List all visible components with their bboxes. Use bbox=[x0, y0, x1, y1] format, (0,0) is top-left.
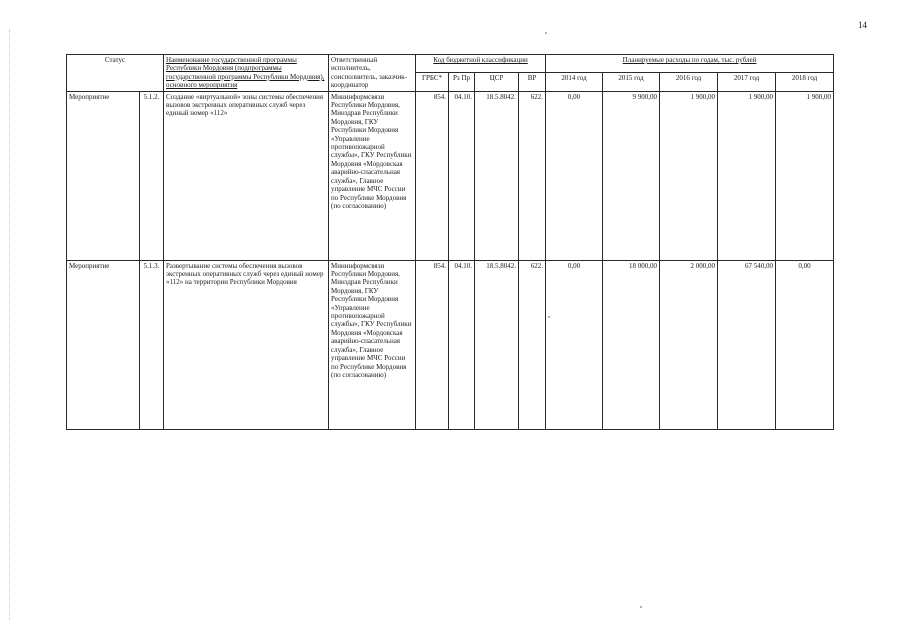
row-2014: 0,00 bbox=[546, 260, 603, 429]
header-2015: 2015 год bbox=[603, 73, 660, 91]
row-csr: 18.5.8042. bbox=[475, 91, 519, 260]
row-2015: 9 900,00 bbox=[603, 91, 660, 260]
row-vr: 622. bbox=[519, 260, 546, 429]
header-program-name bbox=[164, 55, 329, 92]
header-grbs: ГРБС* bbox=[416, 73, 449, 91]
table-row bbox=[67, 260, 834, 429]
row-csr: 18.5.8042. bbox=[475, 260, 519, 429]
header-responsible: Ответственный исполнитель, соисполнитель, заказчик-координатор bbox=[329, 55, 416, 92]
header-planned-text: Планируемые расходы по годам, тыс. рублей bbox=[622, 56, 757, 64]
header-budget-code-text: Код бюджетной классификации bbox=[433, 56, 528, 64]
header-2014: 2014 год bbox=[546, 73, 603, 91]
table-row bbox=[67, 91, 834, 260]
header-csr: ЦСР bbox=[475, 73, 519, 91]
row-number: 5.1.2. bbox=[140, 91, 164, 260]
page-number: 14 bbox=[858, 20, 867, 30]
row-status: Мероприятие bbox=[67, 260, 140, 429]
row-responsible: Мининформсвязи Республики Мордовия, Минздрав Республики Мордовия, ГКУ Республики Мордовия «Управление противопожарной службы», ГКУ Республики Мордовия «Мордовская аварийно-спасательная служба», Главное управление МЧС России по Республике Мордовия (по согласованию) bbox=[329, 260, 416, 429]
scan-speck bbox=[545, 32, 547, 34]
row-2018: 1 900,00 bbox=[776, 91, 834, 260]
scan-edge-line bbox=[9, 30, 11, 620]
row-2015: 18 000,00 bbox=[603, 260, 660, 429]
header-status: Статус bbox=[67, 55, 164, 92]
row-name: Развертывание системы обеспечения вызовов экстренных оперативных служб через единый номер «112» на территории Республики Мордовия bbox=[164, 260, 329, 429]
row-2016: 1 900,00 bbox=[660, 91, 718, 260]
row-rz-pr: 04.10. bbox=[449, 260, 475, 429]
row-2018: 0,00 bbox=[776, 260, 834, 429]
row-vr: 622. bbox=[519, 91, 546, 260]
header-2016: 2016 год bbox=[660, 73, 718, 91]
row-grbs: 854. bbox=[416, 91, 449, 260]
row-2016: 2 000,00 bbox=[660, 260, 718, 429]
header-planned bbox=[546, 55, 834, 73]
header-row-1 bbox=[67, 55, 834, 73]
row-status: Мероприятие bbox=[67, 91, 140, 260]
header-2017: 2017 год bbox=[718, 73, 776, 91]
row-grbs: 854. bbox=[416, 260, 449, 429]
header-vr: ВР bbox=[519, 73, 546, 91]
header-2018: 2018 год bbox=[776, 73, 834, 91]
row-2014: 0,00 bbox=[546, 91, 603, 260]
row-responsible: Мининформсвязи Республики Мордовия, Минздрав Республики Мордовия, ГКУ Республики Мордовия «Управление противопожарной службы», ГКУ Республики Мордовия «Мордовская аварийно-спасательная служба», Главное управление МЧС России по Республике Мордовия (по согласованию) bbox=[329, 91, 416, 260]
header-rz-pr: Рз Пр bbox=[449, 73, 475, 91]
row-name: Создание «виртуальной» зоны системы обеспечения вызовов экстренных оперативных служб через единый номер «112» bbox=[164, 91, 329, 260]
scan-speck bbox=[640, 606, 642, 608]
budget-table bbox=[66, 54, 834, 430]
row-2017: 67 540,00 bbox=[718, 260, 776, 429]
row-2017: 1 900,00 bbox=[718, 91, 776, 260]
row-rz-pr: 04.10. bbox=[449, 91, 475, 260]
header-budget-code bbox=[416, 55, 546, 73]
header-program-name-text: Наименование государственной программы Республики Мордовия (подпрограммы государственной программы Республики Мордовия), основного мероприятия bbox=[166, 56, 325, 90]
row-number: 5.1.3. bbox=[140, 260, 164, 429]
